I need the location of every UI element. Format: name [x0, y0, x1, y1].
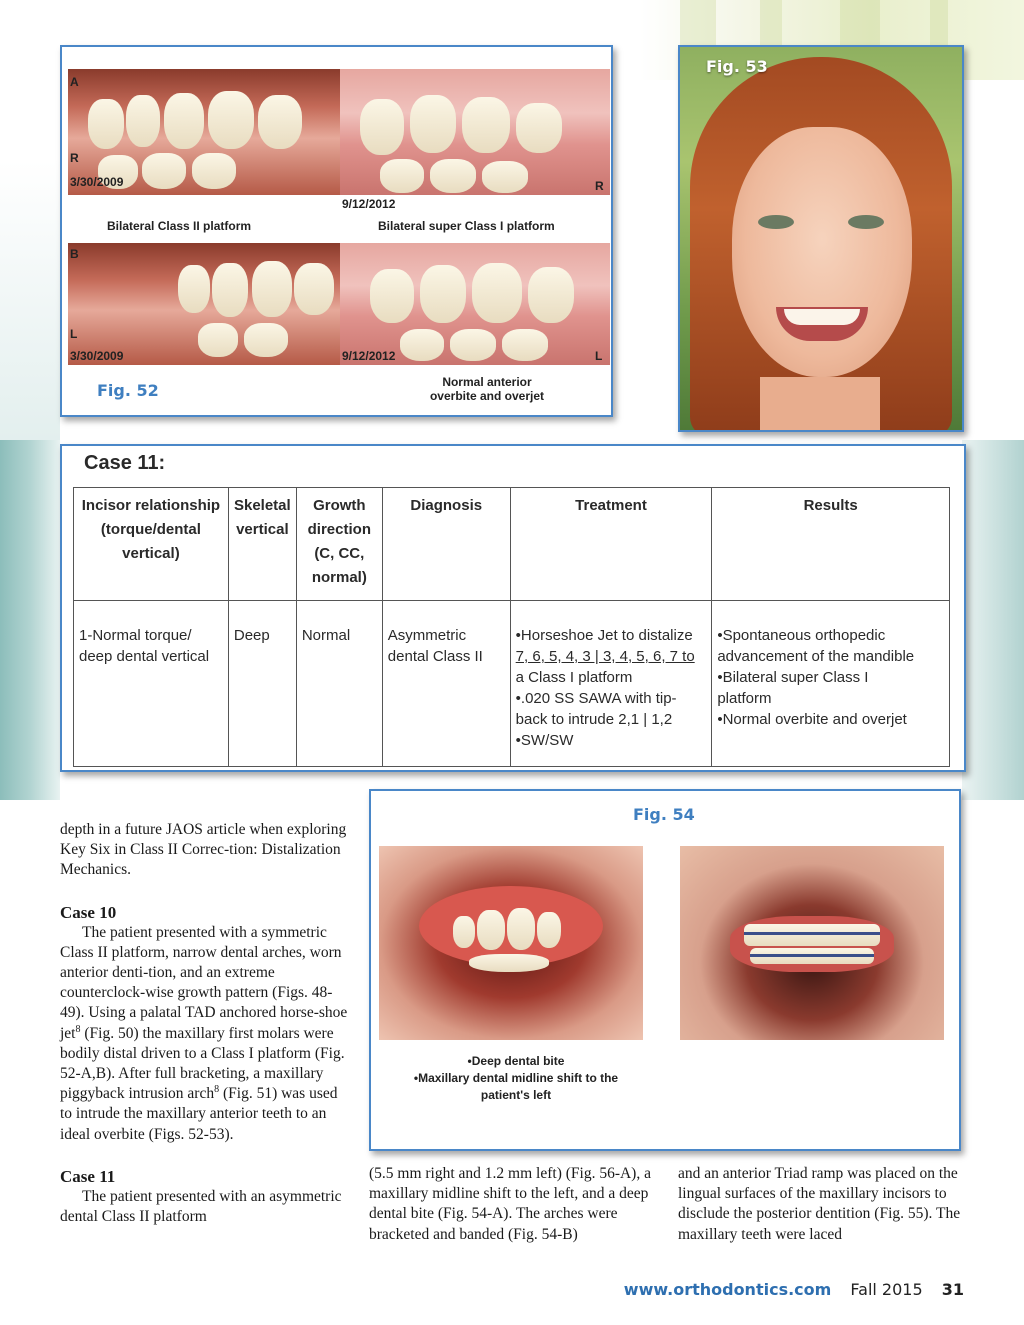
- caption-line: •Deep dental bite: [467, 1054, 565, 1068]
- panel-label-a: A: [70, 75, 79, 89]
- decorative-band: [0, 160, 60, 440]
- caption-left: Bilateral Class II platform: [107, 219, 252, 233]
- caption-bottom: [402, 375, 572, 403]
- column-3: [678, 1164, 962, 1245]
- header-line: Diagnosis: [410, 497, 483, 514]
- caption-right: Bilateral super Class I platform: [378, 219, 555, 233]
- section-heading: Case 10: [60, 902, 117, 922]
- portrait-photo: [680, 47, 962, 430]
- page-footer: [624, 1280, 964, 1299]
- paragraph: [60, 923, 348, 1145]
- cell-line: •.020 SS SAWA with tip-: [515, 690, 677, 707]
- table-cell: [510, 601, 712, 767]
- table-cell: [74, 601, 229, 767]
- panel-label-b: B: [70, 247, 79, 261]
- table-cell: [296, 601, 382, 767]
- table-row: [74, 601, 950, 767]
- side-label-r: R: [70, 151, 79, 165]
- header-line: Treatment: [575, 497, 647, 514]
- paragraph: and an anterior Triad ramp was placed on the lingual surfaces of the maxillary incisors to disclude the posterior dentition (Fig. 55). The maxillary teeth were laced: [678, 1165, 961, 1243]
- cell-line: •Bilateral super Class I: [717, 669, 869, 686]
- column-2: [369, 1164, 651, 1245]
- cell-line: deep dental vertical: [79, 648, 210, 665]
- cell-line: dental Class II: [387, 648, 483, 665]
- header-line: Growth: [313, 497, 366, 514]
- photo-pre-left: [68, 243, 342, 365]
- issue-label: Fall 2015: [850, 1280, 923, 1299]
- date-label: 9/12/2012: [342, 349, 396, 363]
- text-run: The patient presented with a symmetric Class II platform, narrow dental arches, worn anterior denti-tion, and an extreme counterclock-wise growth pattern (Figs. 48-49). Using a palatal TAD anchored horse-shoe jet: [60, 923, 348, 1042]
- side-label-l: L: [595, 349, 603, 363]
- figure-52: [60, 45, 613, 417]
- cell-line: back to intrude 2,1 | 1,2: [515, 711, 673, 728]
- cell-line: Normal: [301, 627, 351, 644]
- caption-line: patient's left: [480, 1088, 552, 1102]
- header-line: Incisor relationship: [81, 497, 221, 514]
- figure-label: Fig. 54: [633, 805, 695, 824]
- header-line: (C, CC,: [314, 545, 365, 562]
- figure-label: Fig. 52: [97, 381, 159, 400]
- figure-54: [369, 789, 961, 1151]
- text-run: (Fig. 51) was used to intrude the maxillary anterior teeth to an ideal overbite (Figs. 52-53).: [60, 1085, 338, 1143]
- text-run: (Fig. 50) the maxillary first molars were bodily distal driven to a Class I platform (Fig. 52-A,B). After full bracketing, a maxillary piggyback intrusion arch: [60, 1024, 345, 1103]
- column-header: [228, 488, 296, 601]
- cell-line: Deep: [233, 627, 270, 644]
- paragraph: The patient presented with an asymmetric dental Class II platform: [60, 1187, 342, 1226]
- cell-line: 7, 6, 5, 4, 3 | 3, 4, 5, 6, 7 to: [515, 648, 695, 665]
- website-link[interactable]: www.orthodontics.com: [623, 1280, 832, 1299]
- photo-braces: [680, 846, 944, 1040]
- photo-deep-bite: [379, 846, 643, 1040]
- date-label: 3/30/2009: [70, 175, 124, 189]
- figure-label: Fig. 53: [706, 57, 768, 76]
- header-line: (torque/dental: [100, 521, 201, 538]
- citation: 8: [214, 1084, 220, 1096]
- cell-line: •Horseshoe Jet to distalize: [515, 627, 693, 644]
- citation: 8: [75, 1023, 81, 1035]
- paragraph: (5.5 mm right and 1.2 mm left) (Fig. 56-A), a maxillary midline shift to the left, and a deep dental bite (Fig. 54-A). The arches were bracketed and banded (Fig. 54-B): [369, 1165, 651, 1243]
- paragraph: depth in a future JAOS article when exploring Key Six in Class II Correc-tion: Distalization Mechanics.: [60, 821, 347, 879]
- cell-line: a Class I platform: [515, 669, 633, 686]
- header-line: normal): [311, 569, 367, 586]
- cell-line: •SW/SW: [515, 732, 574, 749]
- cell-line: •Spontaneous orthopedic: [717, 627, 886, 644]
- caption: [391, 1053, 641, 1104]
- caption-line: •Maxillary dental midline shift to the: [413, 1071, 619, 1085]
- date-label: 9/12/2012: [342, 197, 396, 211]
- header-line: direction: [307, 521, 371, 538]
- cell-line: platform: [717, 690, 772, 707]
- cell-line: •Normal overbite and overjet: [717, 711, 907, 728]
- column-header: [712, 488, 950, 601]
- table-cell: [228, 601, 296, 767]
- header-line: Skeletal: [233, 497, 291, 514]
- figure-53: [678, 45, 964, 432]
- header-line: Results: [803, 497, 858, 514]
- page-number: 31: [941, 1280, 964, 1299]
- section-heading: Case 11: [60, 1166, 116, 1186]
- table-title: Case 11:: [84, 452, 166, 474]
- side-label-l: L: [70, 327, 78, 341]
- cell-line: 1-Normal torque/: [79, 627, 192, 644]
- caption-line: Normal anterior: [442, 375, 532, 389]
- caption-line: overbite and overjet: [429, 389, 545, 403]
- photo-post-left: [340, 243, 610, 365]
- column-header: [510, 488, 712, 601]
- cell-line: Asymmetric: [387, 627, 467, 644]
- side-label-r: R: [595, 179, 604, 193]
- column-1: [60, 820, 348, 1227]
- table-cell: [382, 601, 510, 767]
- cell-line: advancement of the mandible: [717, 648, 915, 665]
- column-header: [382, 488, 510, 601]
- decorative-band: [962, 440, 1024, 800]
- date-label: 3/30/2009: [70, 349, 124, 363]
- table-cell: [712, 601, 950, 767]
- column-header: [296, 488, 382, 601]
- photo-post-right: [340, 69, 610, 195]
- column-header: [74, 488, 229, 601]
- decorative-band: [0, 440, 60, 800]
- header-line: vertical): [122, 545, 180, 562]
- case-11-table: [73, 487, 950, 767]
- header-line: vertical: [236, 521, 289, 538]
